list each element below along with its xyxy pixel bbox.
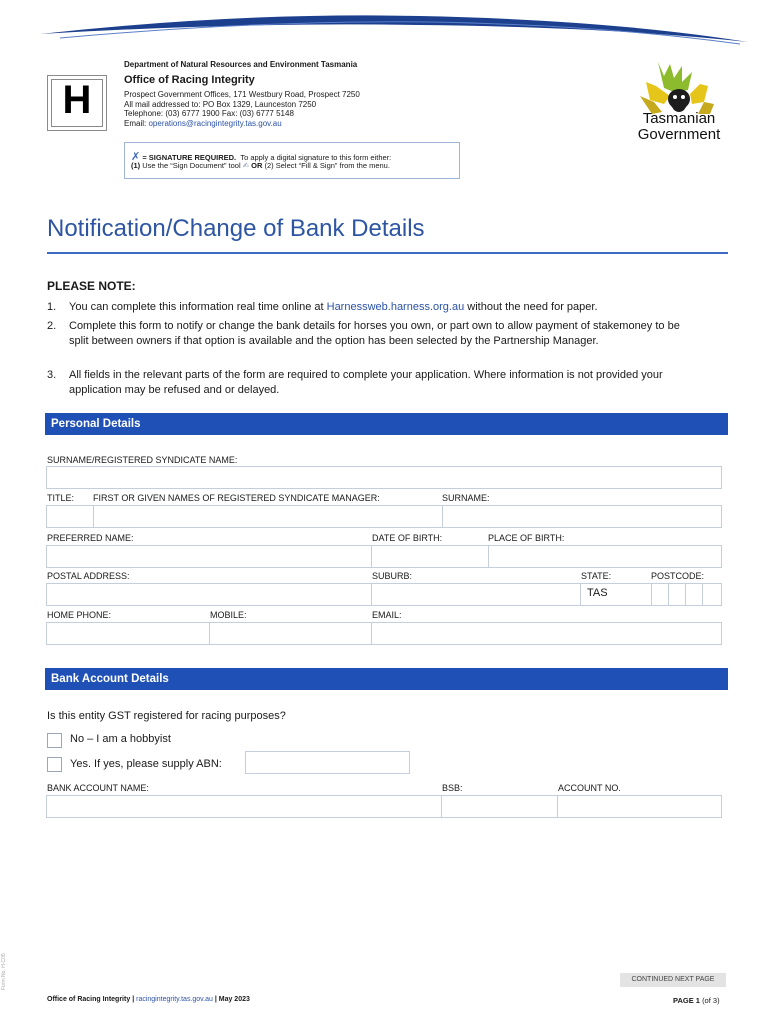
form-letter: H bbox=[62, 78, 92, 122]
postcode-digit-3[interactable] bbox=[685, 583, 703, 606]
surname-field[interactable] bbox=[442, 505, 722, 528]
abn-field[interactable] bbox=[245, 751, 410, 774]
form-code: Form No. H-C05 bbox=[1, 953, 7, 990]
title-field[interactable] bbox=[46, 505, 94, 528]
postcode-digit-1[interactable] bbox=[651, 583, 669, 606]
account-number-field[interactable] bbox=[557, 795, 722, 818]
bank-details-header bbox=[45, 668, 728, 690]
pob-field[interactable] bbox=[488, 545, 722, 568]
email-label: Email: bbox=[124, 119, 147, 128]
logo-text-line-2: Government bbox=[637, 126, 721, 143]
signature-notice bbox=[124, 142, 460, 179]
note-item-1 bbox=[47, 300, 728, 315]
pob-label: PLACE OF BIRTH: bbox=[488, 533, 565, 543]
home-phone-field[interactable] bbox=[46, 622, 210, 645]
bsb-label: BSB: bbox=[442, 783, 463, 793]
bsb-field[interactable] bbox=[441, 795, 558, 818]
title-label: TITLE: bbox=[47, 493, 75, 503]
gst-question: Is this entity GST registered for racing purposes? bbox=[47, 710, 286, 722]
bank-details-heading: Bank Account Details bbox=[51, 673, 169, 685]
state-value: TAS bbox=[587, 587, 608, 599]
bank-account-name-field[interactable] bbox=[46, 795, 442, 818]
personal-details-heading: Personal Details bbox=[51, 418, 141, 430]
email-line bbox=[124, 119, 282, 129]
harnessweb-link[interactable]: Harnessweb.harness.org.au bbox=[326, 301, 465, 313]
state-field[interactable] bbox=[580, 583, 652, 606]
postal-address-field[interactable] bbox=[46, 583, 372, 606]
title-divider bbox=[47, 252, 728, 254]
office-name: Office of Racing Integrity bbox=[124, 74, 255, 86]
note-text: Complete this form to notify or change the bank details for horses you own, or part own to allow payment of stakemoney to be split between owners if that option is available and the option has been selected by the Partnership Manager. bbox=[69, 320, 680, 347]
preferred-name-label: PREFERRED NAME: bbox=[47, 533, 134, 543]
dob-label: DATE OF BIRTH: bbox=[372, 533, 443, 543]
continued-next-page-badge: CONTINUED NEXT PAGE bbox=[620, 973, 726, 987]
page-current: 1 bbox=[695, 996, 700, 1005]
suburb-label: SUBURB: bbox=[372, 571, 413, 581]
footer-website-link[interactable]: racingintegrity.tas.gov.au bbox=[136, 996, 213, 1003]
home-phone-label: HOME PHONE: bbox=[47, 610, 112, 620]
note-number: 3. bbox=[47, 369, 57, 381]
note-text: All fields in the relevant parts of the form are required to complete your application. Where information is not provided your application may be refused and or delayed. bbox=[69, 369, 663, 396]
option-2-text: (2) Select “Fill & Sign” from the menu. bbox=[264, 161, 390, 170]
logo-text-line-1: Tasmanian bbox=[642, 110, 716, 127]
email-field[interactable] bbox=[371, 622, 722, 645]
note-text bbox=[69, 300, 688, 315]
form-letter-box bbox=[47, 75, 107, 131]
sign-tool-icon: ✍ bbox=[242, 161, 250, 170]
postcode-digit-2[interactable] bbox=[668, 583, 686, 606]
postal-address-label: POSTAL ADDRESS: bbox=[47, 571, 130, 581]
signature-line-2 bbox=[131, 161, 390, 170]
bank-account-name-label: BANK ACCOUNT NAME: bbox=[47, 783, 149, 793]
address-line-1: Prospect Government Offices, 171 Westbury Road, Prospect 7250 bbox=[124, 90, 360, 99]
note-item-3 bbox=[47, 368, 728, 398]
gst-no-label: No – I am a hobbyist bbox=[70, 733, 171, 745]
footer-office: Office of Racing Integrity bbox=[47, 996, 131, 1003]
address-line-3: Telephone: (03) 6777 1900 Fax: (03) 6777 5148 bbox=[124, 109, 294, 118]
signature-pen-icon: ✗ bbox=[131, 151, 141, 163]
note-1-pre: You can complete this information real time online at bbox=[69, 301, 327, 313]
suburb-field[interactable] bbox=[371, 583, 581, 606]
header-swoosh bbox=[0, 0, 770, 60]
option-1-number: (1) bbox=[131, 161, 141, 170]
signature-required-label: = SIGNATURE REQUIRED. bbox=[142, 153, 237, 162]
form-title: Notification/Change of Bank Details bbox=[47, 215, 425, 242]
mobile-field[interactable] bbox=[209, 622, 372, 645]
note-item-2 bbox=[47, 319, 728, 364]
address-line-2: All mail addressed to: PO Box 1329, Launceston 7250 bbox=[124, 100, 317, 109]
footer-separator: | bbox=[132, 996, 135, 1003]
government-logo-text bbox=[620, 111, 738, 143]
account-number-label: ACCOUNT NO. bbox=[558, 783, 621, 793]
state-label: STATE: bbox=[581, 571, 612, 581]
postcode-label: POSTCODE: bbox=[651, 571, 705, 581]
surname-syndicate-field[interactable] bbox=[46, 466, 722, 489]
personal-details-header bbox=[45, 413, 728, 435]
mobile-label: MOBILE: bbox=[210, 610, 247, 620]
gst-yes-checkbox[interactable] bbox=[47, 757, 62, 772]
page-label: PAGE bbox=[673, 996, 694, 1005]
page-number bbox=[673, 996, 720, 1005]
note-number: 1. bbox=[47, 301, 57, 313]
first-names-field[interactable] bbox=[93, 505, 443, 528]
page-total: (of 3) bbox=[702, 996, 720, 1005]
option-1-text: Use the “Sign Document” tool bbox=[142, 161, 241, 170]
note-1-post: without the need for paper. bbox=[464, 301, 598, 313]
postcode-digit-4[interactable] bbox=[702, 583, 722, 606]
or-label: OR bbox=[251, 161, 263, 170]
department-name: Department of Natural Resources and Environment Tasmania bbox=[124, 60, 358, 69]
gst-no-checkbox[interactable] bbox=[47, 733, 62, 748]
email-field-label: EMAIL: bbox=[372, 610, 402, 620]
note-number: 2. bbox=[47, 320, 57, 332]
please-note-heading: PLEASE NOTE: bbox=[47, 279, 136, 293]
email-link[interactable]: operations@racingintegrity.tas.gov.au bbox=[148, 119, 282, 128]
gst-yes-label: Yes. If yes, please supply ABN: bbox=[70, 758, 222, 770]
signature-instruction: To apply a digital signature to this form either: bbox=[240, 153, 392, 162]
preferred-name-field[interactable] bbox=[46, 545, 372, 568]
first-names-label: FIRST OR GIVEN NAMES OF REGISTERED SYNDICATE MANAGER: bbox=[93, 493, 380, 503]
surname-label: SURNAME: bbox=[442, 493, 490, 503]
footer-date: | May 2023 bbox=[214, 996, 250, 1003]
footer-left bbox=[47, 996, 250, 1003]
dob-field[interactable] bbox=[371, 545, 489, 568]
surname-syndicate-label: SURNAME/REGISTERED SYNDICATE NAME: bbox=[47, 455, 238, 465]
